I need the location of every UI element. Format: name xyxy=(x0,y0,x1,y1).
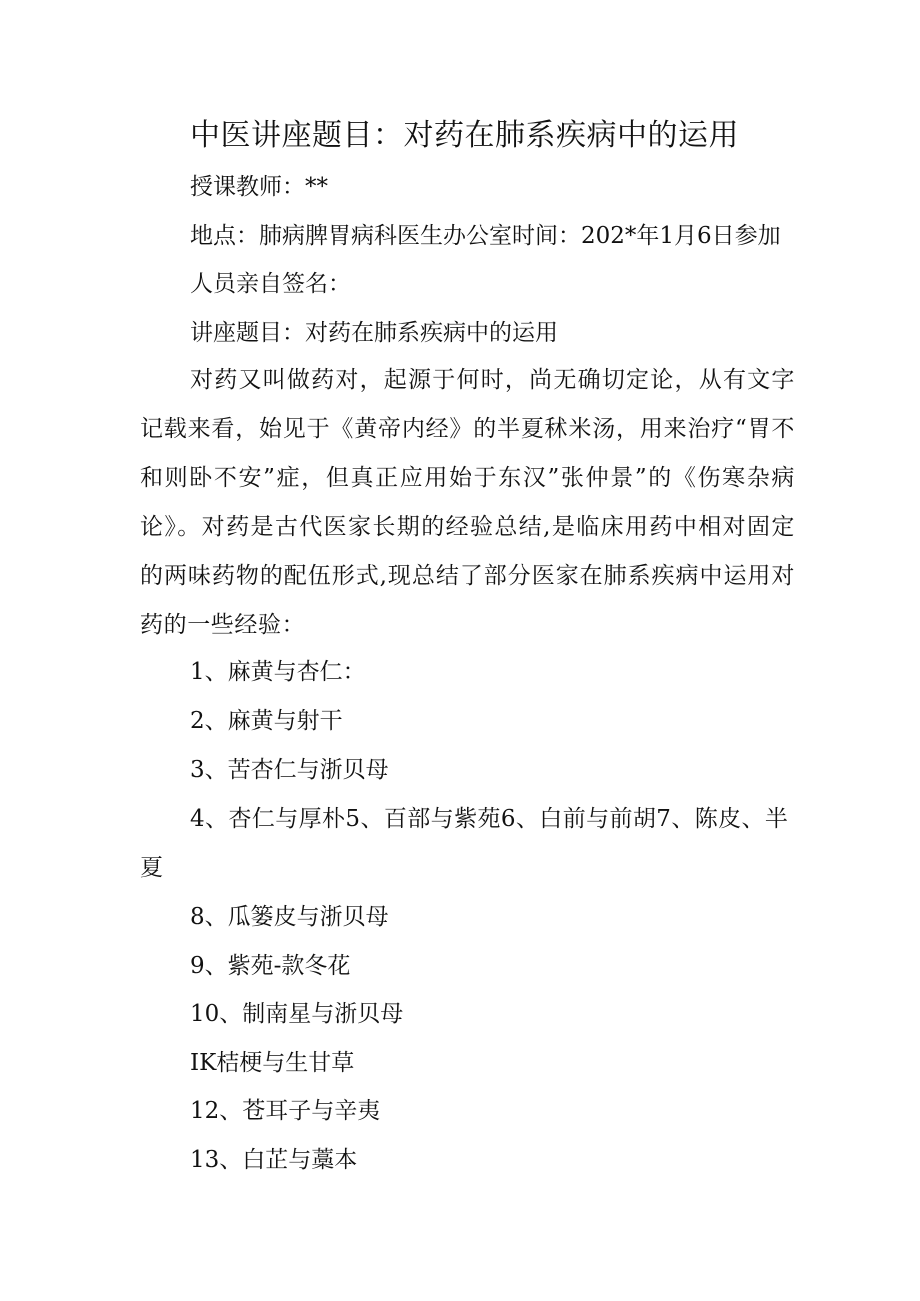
list-item: 13、白芷与藁本 xyxy=(190,1147,358,1173)
topic-line: 讲座题目：对药在肺系疾病中的运用 xyxy=(190,320,558,346)
list-item: 2、麻黄与射干 xyxy=(190,708,343,734)
list-item: 8、瓜篓皮与浙贝母 xyxy=(190,904,389,930)
list-item: 4、杏仁与厚朴5、百部与紫苑6、白前与前胡7、陈皮、半夏 xyxy=(140,806,789,881)
list-item: 3、苦杏仁与浙贝母 xyxy=(190,757,389,783)
list-item: 9、紫苑-款冬花 xyxy=(190,953,351,979)
teacher-line: 授课教师：** xyxy=(190,174,328,200)
list-item: 12、苍耳子与辛夷 xyxy=(190,1098,381,1124)
document-title: 中医讲座题目：对药在肺系疾病中的运用 xyxy=(190,118,739,153)
intro-paragraph: 对药又叫做药对，起源于何时，尚无确切定论，从有文字记载来看，始见于《黄帝内经》的半夏秫米汤，用来治疗“胃不和则卧不安”症，但真正应用始于东汉”张仲景”的《伤寒杂病论》。对药是古代医家长期的经验总结,是临床用药中相对固定的两味药物的配伍形式,现总结了部分医家在肺系疾病中运用对药的一些经验： xyxy=(140,367,795,638)
location-time-line: 地点：肺病脾胃病科医生办公室时间：202*年1月6日参加 xyxy=(190,223,781,249)
list-item: 10、制南星与浙贝母 xyxy=(190,1001,404,1027)
list-item: IK桔梗与生甘草 xyxy=(190,1050,355,1076)
list-item: 1、麻黄与杏仁： xyxy=(190,659,366,685)
signature-line: 人员亲自签名： xyxy=(190,271,351,297)
